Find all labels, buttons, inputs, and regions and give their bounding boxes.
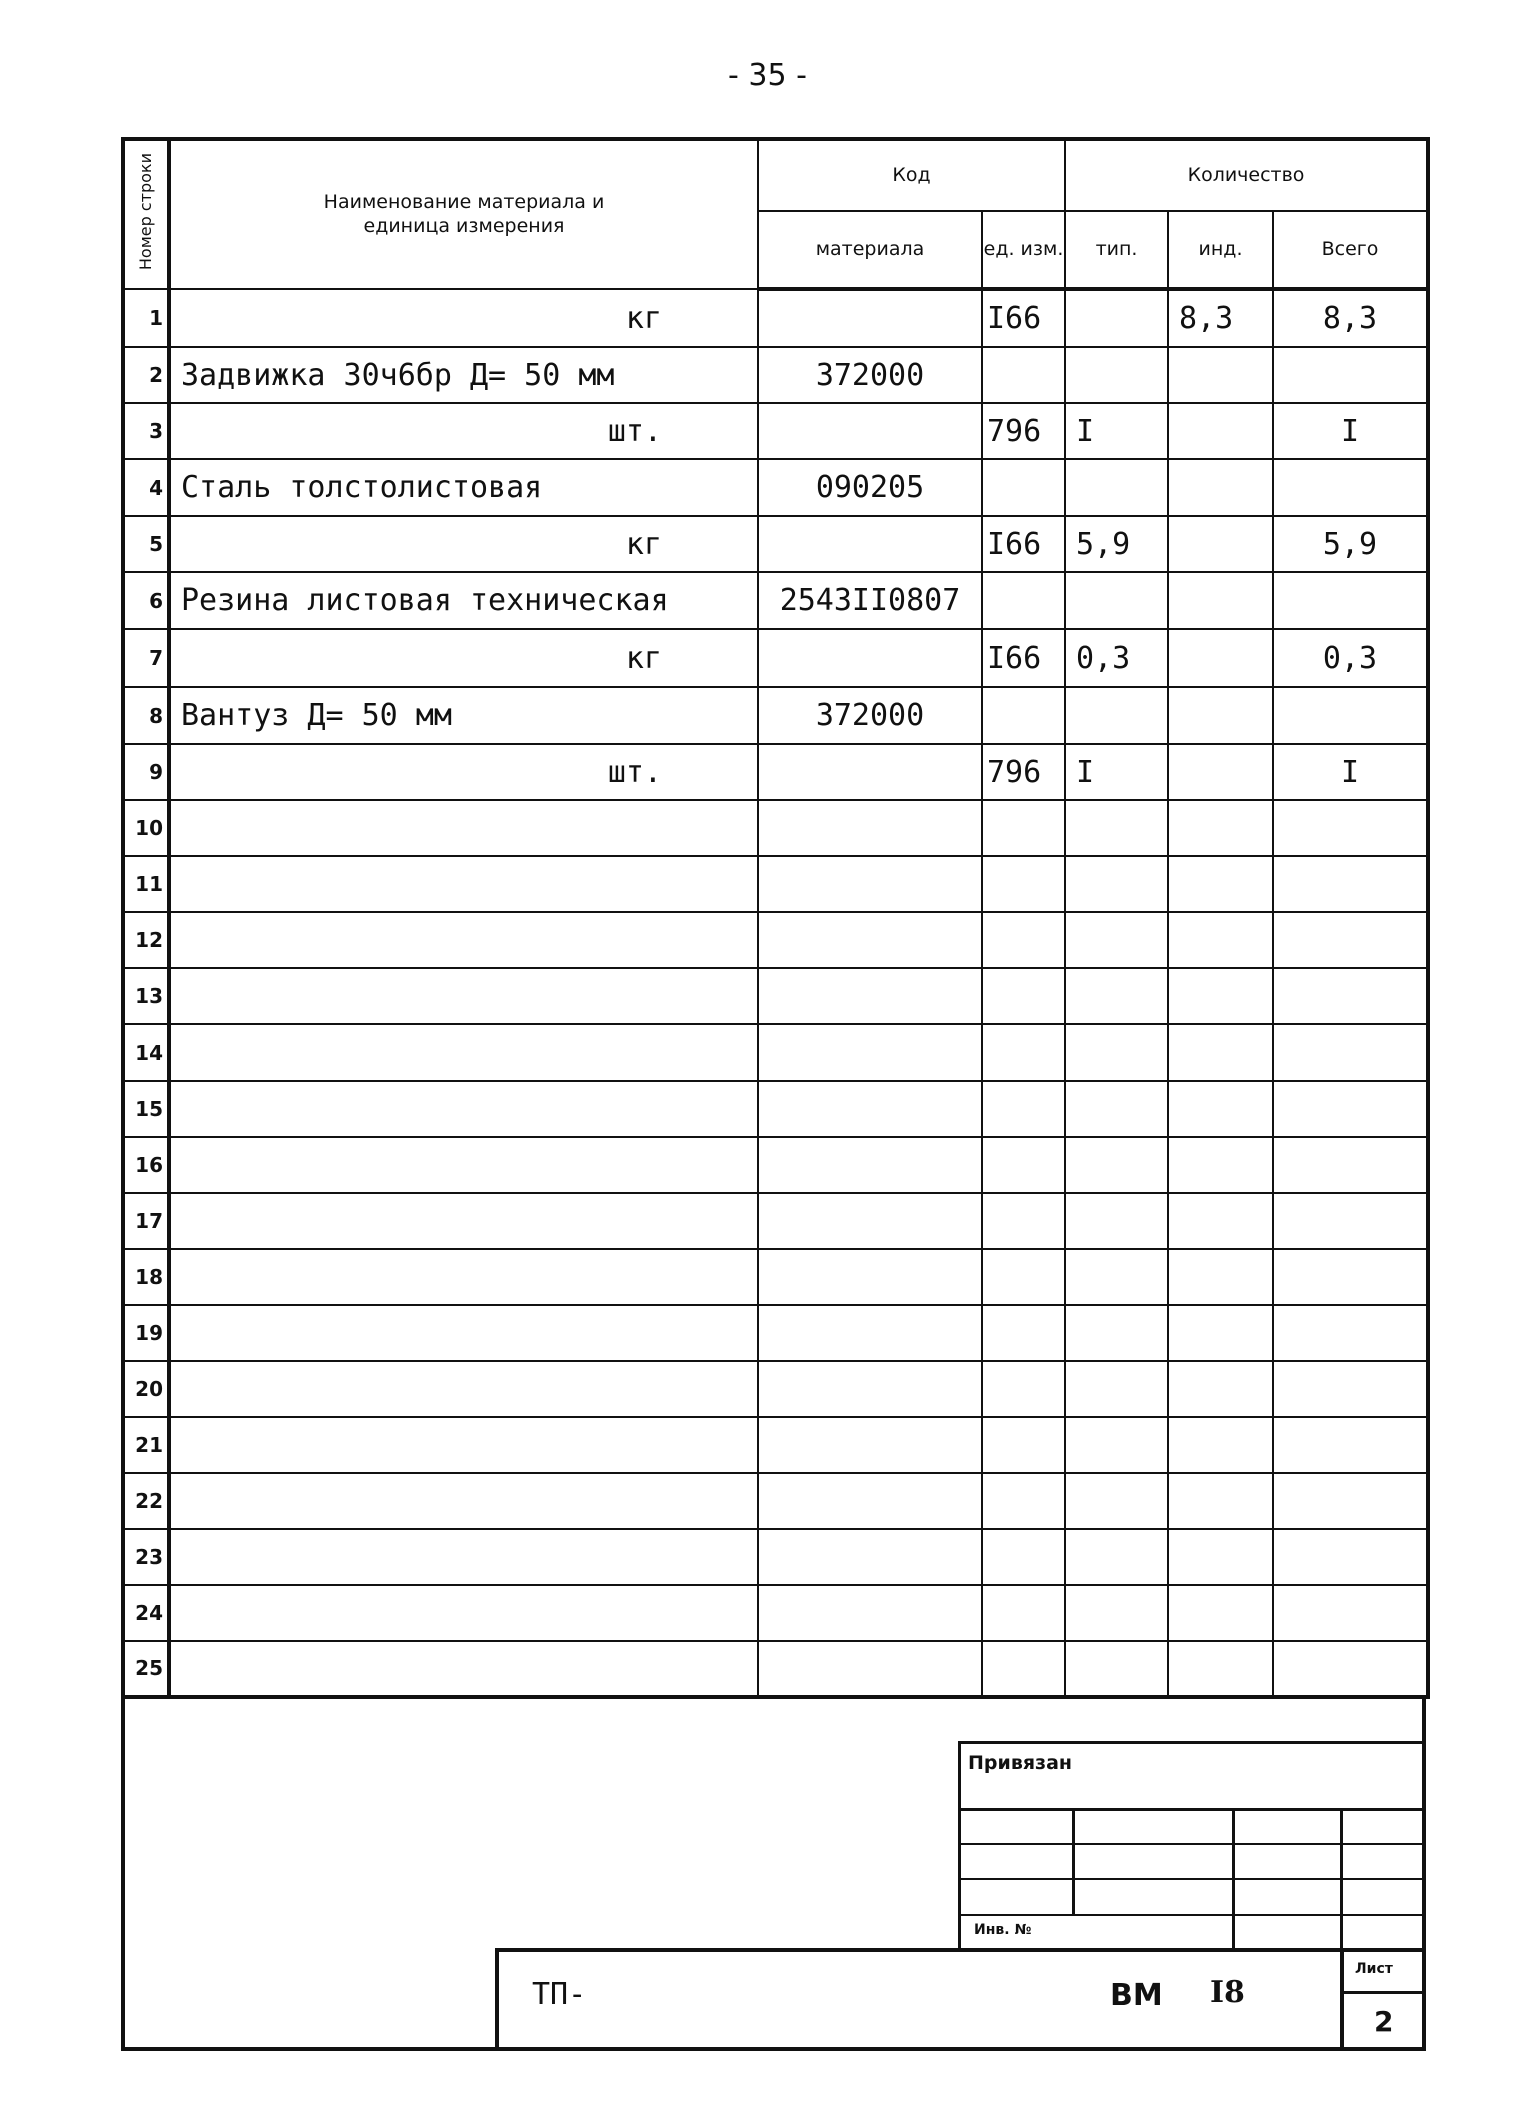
table-row: [123, 289, 1428, 347]
material-name: [169, 968, 758, 1024]
table-row: [123, 687, 1428, 744]
row-number: 16: [123, 1137, 169, 1193]
table-row: [123, 629, 1428, 687]
material-name: Задвижка 30ч6бр Д= 50 мм: [169, 347, 758, 403]
materials-table: [121, 137, 1430, 1699]
table-row: [123, 1585, 1428, 1641]
quantity-ind: [1168, 1361, 1273, 1417]
quantity-typ: [1065, 912, 1168, 968]
quantity-typ: [1065, 800, 1168, 856]
material-code: 2543II0807: [758, 572, 982, 629]
row-number: 4: [123, 459, 169, 516]
quantity-ind: [1168, 347, 1273, 403]
material-code: [758, 1081, 982, 1137]
material-name: кг: [169, 629, 758, 687]
material-name: [169, 1249, 758, 1305]
quantity-typ: [1065, 968, 1168, 1024]
quantity-typ: [1065, 1305, 1168, 1361]
quantity-ind: [1168, 1137, 1273, 1193]
row-number: 25: [123, 1641, 169, 1697]
quantity-ind: [1168, 572, 1273, 629]
row-number: 8: [123, 687, 169, 744]
quantity-ind: [1168, 687, 1273, 744]
table-row: [123, 1137, 1428, 1193]
quantity-ind: [1168, 1529, 1273, 1585]
quantity-total: [1273, 1529, 1428, 1585]
quantity-total: [1273, 912, 1428, 968]
quantity-ind: [1168, 1024, 1273, 1080]
table-row: [123, 347, 1428, 403]
quantity-total: [1273, 572, 1428, 629]
unit-code: [982, 1137, 1065, 1193]
unit-code: [982, 1024, 1065, 1080]
quantity-typ: [1065, 1641, 1168, 1697]
material-name: кг: [169, 516, 758, 572]
header-row-number: Номер строки: [123, 139, 169, 289]
header-qty-ind: инд.: [1168, 211, 1273, 289]
sheet-label: Лист: [1355, 1961, 1393, 1977]
quantity-typ: [1065, 687, 1168, 744]
material-code: 372000: [758, 347, 982, 403]
row-number: 6: [123, 572, 169, 629]
quantity-total: 0,3: [1273, 629, 1428, 687]
row-number: 11: [123, 856, 169, 912]
quantity-ind: [1168, 1585, 1273, 1641]
material-name: [169, 1081, 758, 1137]
unit-code: [982, 912, 1065, 968]
material-name: Резина листовая техническая: [169, 572, 758, 629]
material-name: кг: [169, 289, 758, 347]
quantity-typ: [1065, 1585, 1168, 1641]
header-qty-total: Всего: [1273, 211, 1428, 289]
unit-code: [982, 347, 1065, 403]
unit-code: [982, 1417, 1065, 1473]
quantity-total: I: [1273, 744, 1428, 800]
unit-code: [982, 800, 1065, 856]
unit-code: [982, 459, 1065, 516]
quantity-typ: [1065, 1081, 1168, 1137]
table-row: [123, 459, 1428, 516]
unit-code: I66: [982, 516, 1065, 572]
material-code: 090205: [758, 459, 982, 516]
material-name: [169, 1361, 758, 1417]
quantity-typ: [1065, 1249, 1168, 1305]
table-row: [123, 744, 1428, 800]
material-code: [758, 1473, 982, 1529]
material-code: [758, 1361, 982, 1417]
material-name: [169, 1305, 758, 1361]
row-number: 5: [123, 516, 169, 572]
quantity-ind: [1168, 1249, 1273, 1305]
material-name: [169, 1024, 758, 1080]
quantity-typ: 0,3: [1065, 629, 1168, 687]
unit-code: [982, 572, 1065, 629]
materials-table-body: [123, 139, 1428, 1697]
material-code: [758, 1193, 982, 1249]
unit-code: I66: [982, 629, 1065, 687]
material-name: [169, 912, 758, 968]
header-row-top: [123, 139, 1428, 211]
unit-code: [982, 687, 1065, 744]
unit-code: [982, 1249, 1065, 1305]
header-code-unit: ед. изм.: [982, 211, 1065, 289]
quantity-typ: 5,9: [1065, 516, 1168, 572]
table-row: [123, 1641, 1428, 1697]
material-code: [758, 912, 982, 968]
quantity-total: [1273, 968, 1428, 1024]
material-name: [169, 1473, 758, 1529]
quantity-total: [1273, 1081, 1428, 1137]
table-row: [123, 1361, 1428, 1417]
material-name: [169, 800, 758, 856]
quantity-ind: [1168, 856, 1273, 912]
material-code: [758, 289, 982, 347]
unit-code: [982, 1473, 1065, 1529]
row-number: 20: [123, 1361, 169, 1417]
material-name: [169, 1193, 758, 1249]
material-name: [169, 1417, 758, 1473]
quantity-total: 5,9: [1273, 516, 1428, 572]
unit-code: [982, 856, 1065, 912]
quantity-total: [1273, 1641, 1428, 1697]
table-row: [123, 1473, 1428, 1529]
table-row: [123, 1193, 1428, 1249]
quantity-typ: [1065, 1193, 1168, 1249]
unit-code: [982, 1361, 1065, 1417]
quantity-typ: [1065, 856, 1168, 912]
quantity-typ: [1065, 572, 1168, 629]
header-code: Код: [758, 139, 1065, 211]
row-number: 2: [123, 347, 169, 403]
row-number: 23: [123, 1529, 169, 1585]
row-number: 12: [123, 912, 169, 968]
table-row: [123, 1024, 1428, 1080]
quantity-total: [1273, 1361, 1428, 1417]
material-code: [758, 1417, 982, 1473]
quantity-total: [1273, 1305, 1428, 1361]
document-number: I8: [1210, 1975, 1245, 2010]
row-number: 13: [123, 968, 169, 1024]
table-row: [123, 516, 1428, 572]
quantity-ind: [1168, 1081, 1273, 1137]
quantity-total: [1273, 1473, 1428, 1529]
unit-code: 796: [982, 744, 1065, 800]
material-code: [758, 516, 982, 572]
unit-code: [982, 1193, 1065, 1249]
header-qty-typ: тип.: [1065, 211, 1168, 289]
material-name: шт.: [169, 744, 758, 800]
unit-code: [982, 1641, 1065, 1697]
quantity-ind: [1168, 403, 1273, 459]
quantity-typ: [1065, 289, 1168, 347]
quantity-total: [1273, 687, 1428, 744]
quantity-ind: [1168, 968, 1273, 1024]
quantity-typ: [1065, 1417, 1168, 1473]
material-name: [169, 1585, 758, 1641]
unit-code: [982, 1305, 1065, 1361]
quantity-ind: [1168, 459, 1273, 516]
material-code: [758, 968, 982, 1024]
material-code: [758, 403, 982, 459]
material-name: Вантуз Д= 50 мм: [169, 687, 758, 744]
material-name: [169, 1641, 758, 1697]
material-code: [758, 744, 982, 800]
row-number: 9: [123, 744, 169, 800]
quantity-ind: [1168, 744, 1273, 800]
material-code: [758, 629, 982, 687]
material-code: [758, 1249, 982, 1305]
quantity-typ: [1065, 1137, 1168, 1193]
material-name: Сталь толстолистовая: [169, 459, 758, 516]
quantity-typ: [1065, 1024, 1168, 1080]
table-row: [123, 1081, 1428, 1137]
table-row: [123, 403, 1428, 459]
material-name: [169, 1137, 758, 1193]
material-code: [758, 1529, 982, 1585]
row-number: 19: [123, 1305, 169, 1361]
material-code: [758, 800, 982, 856]
unit-code: 796: [982, 403, 1065, 459]
row-number: 14: [123, 1024, 169, 1080]
row-number: 1: [123, 289, 169, 347]
quantity-typ: [1065, 459, 1168, 516]
quantity-ind: [1168, 912, 1273, 968]
quantity-typ: I: [1065, 403, 1168, 459]
table-row: [123, 1305, 1428, 1361]
row-number: 18: [123, 1249, 169, 1305]
header-quantity: Количество: [1065, 139, 1428, 211]
table-row: [123, 1529, 1428, 1585]
quantity-total: [1273, 347, 1428, 403]
row-number: 21: [123, 1417, 169, 1473]
material-code: [758, 1305, 982, 1361]
quantity-typ: I: [1065, 744, 1168, 800]
quantity-total: [1273, 1137, 1428, 1193]
quantity-ind: [1168, 1193, 1273, 1249]
document-mark: ВМ: [1110, 1978, 1163, 2013]
linked-label: Привязан: [968, 1752, 1073, 1774]
row-number: 7: [123, 629, 169, 687]
unit-code: [982, 968, 1065, 1024]
material-code: [758, 1137, 982, 1193]
row-number: 3: [123, 403, 169, 459]
quantity-total: [1273, 800, 1428, 856]
document-code: ТП-: [532, 1977, 587, 2012]
quantity-ind: [1168, 1641, 1273, 1697]
row-number: 22: [123, 1473, 169, 1529]
quantity-ind: [1168, 1305, 1273, 1361]
unit-code: [982, 1081, 1065, 1137]
quantity-ind: [1168, 1417, 1273, 1473]
material-code: 372000: [758, 687, 982, 744]
row-number: 24: [123, 1585, 169, 1641]
material-code: [758, 1024, 982, 1080]
quantity-typ: [1065, 1473, 1168, 1529]
inventory-number-label: Инв. №: [974, 1922, 1032, 1938]
header-name: Наименование материала и единица измерения: [169, 139, 758, 289]
material-code: [758, 856, 982, 912]
table-row: [123, 968, 1428, 1024]
table-row: [123, 800, 1428, 856]
quantity-total: [1273, 1024, 1428, 1080]
table-row: [123, 1417, 1428, 1473]
row-number: 15: [123, 1081, 169, 1137]
sheet-number: 2: [1374, 2005, 1394, 2038]
page-number: - 35 -: [728, 58, 807, 93]
material-name: шт.: [169, 403, 758, 459]
quantity-ind: 8,3: [1168, 289, 1273, 347]
quantity-total: [1273, 1249, 1428, 1305]
quantity-total: I: [1273, 403, 1428, 459]
quantity-typ: [1065, 347, 1168, 403]
quantity-typ: [1065, 1529, 1168, 1585]
unit-code: [982, 1585, 1065, 1641]
quantity-total: [1273, 1585, 1428, 1641]
table-row: [123, 572, 1428, 629]
quantity-ind: [1168, 800, 1273, 856]
row-number: 17: [123, 1193, 169, 1249]
material-code: [758, 1641, 982, 1697]
row-number: 10: [123, 800, 169, 856]
header-code-material: материала: [758, 211, 982, 289]
quantity-total: [1273, 856, 1428, 912]
material-code: [758, 1585, 982, 1641]
unit-code: [982, 1529, 1065, 1585]
table-row: [123, 856, 1428, 912]
quantity-total: [1273, 1417, 1428, 1473]
quantity-typ: [1065, 1361, 1168, 1417]
quantity-ind: [1168, 629, 1273, 687]
table-row: [123, 912, 1428, 968]
material-name: [169, 856, 758, 912]
table-row: [123, 1249, 1428, 1305]
quantity-total: 8,3: [1273, 289, 1428, 347]
quantity-total: [1273, 1193, 1428, 1249]
unit-code: I66: [982, 289, 1065, 347]
quantity-total: [1273, 459, 1428, 516]
quantity-ind: [1168, 516, 1273, 572]
material-name: [169, 1529, 758, 1585]
quantity-ind: [1168, 1473, 1273, 1529]
